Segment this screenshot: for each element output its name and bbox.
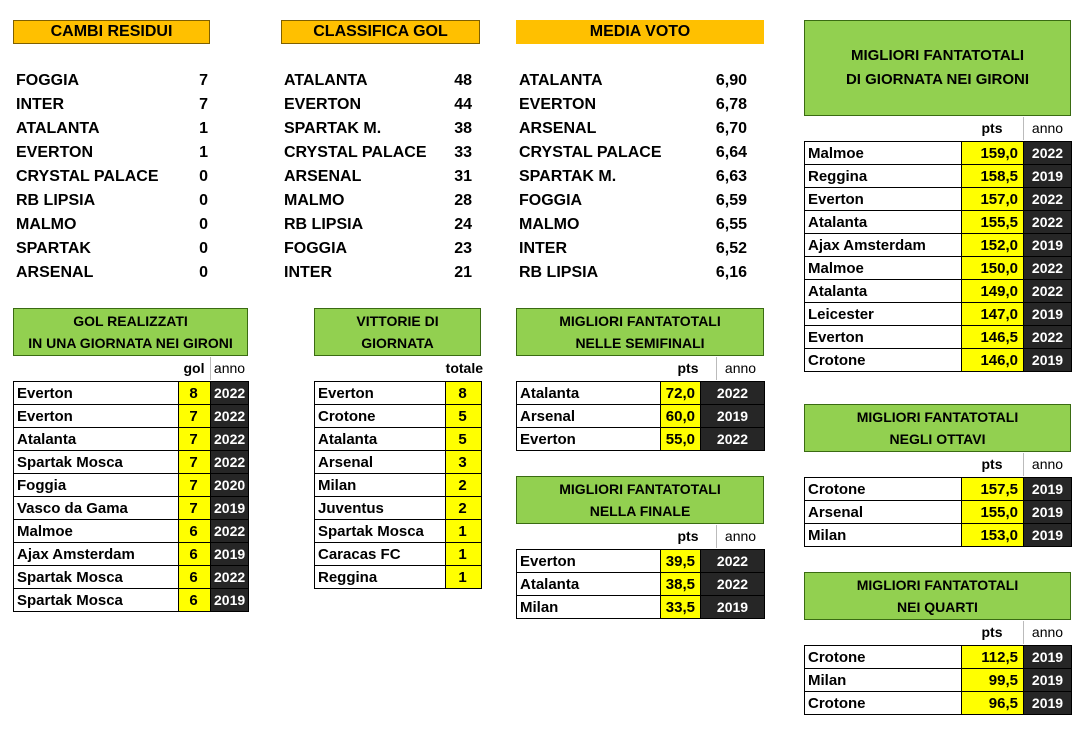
vittorie-subheader bbox=[314, 357, 481, 380]
quarti-year: 2019 bbox=[1024, 669, 1072, 692]
gol_realizzati-value: 6 bbox=[179, 566, 211, 589]
ottavi-col-year: anno bbox=[1023, 453, 1071, 476]
quarti-title-line1: MIGLIORI FANTATOTALI bbox=[856, 577, 1019, 593]
media-value: 6,70 bbox=[715, 120, 747, 137]
quarti-team-name: Crotone bbox=[805, 692, 962, 715]
gironi-year: 2022 bbox=[1024, 257, 1072, 280]
ottavi-value: 153,0 bbox=[962, 524, 1024, 547]
semifinali-table-row bbox=[517, 405, 765, 428]
cambi-value: 1 bbox=[199, 144, 208, 161]
cambi-row bbox=[16, 261, 208, 285]
gironi-team-name: Everton bbox=[805, 326, 962, 349]
ottavi-year: 2019 bbox=[1024, 501, 1072, 524]
gironi-table-row bbox=[805, 349, 1072, 372]
gironi-value: 149,0 bbox=[962, 280, 1024, 303]
gironi-year: 2019 bbox=[1024, 303, 1072, 326]
ottavi-value: 157,5 bbox=[962, 478, 1024, 501]
cambi-team-name: INTER bbox=[16, 96, 64, 113]
gol_realizzati-team-name: Vasco da Gama bbox=[14, 497, 179, 520]
semifinali-col-value: pts bbox=[677, 360, 699, 376]
gol_realizzati-value: 7 bbox=[179, 474, 211, 497]
classifica-row bbox=[284, 189, 472, 213]
semifinali-value: 55,0 bbox=[661, 428, 701, 451]
media-row bbox=[519, 237, 747, 261]
cambi-row bbox=[16, 69, 208, 93]
gol_realizzati-table-row bbox=[14, 382, 249, 405]
vittorie-table-row bbox=[315, 405, 482, 428]
vittorie-value: 1 bbox=[446, 543, 482, 566]
semifinali-header bbox=[516, 308, 764, 356]
quarti-value: 96,5 bbox=[962, 692, 1024, 715]
gironi-team-name: Malmoe bbox=[805, 257, 962, 280]
gironi-year: 2019 bbox=[1024, 165, 1072, 188]
cambi-team-name: ATALANTA bbox=[16, 120, 100, 137]
classifica-list bbox=[284, 69, 472, 285]
media-value: 6,55 bbox=[715, 216, 747, 233]
gol_realizzati-year: 2020 bbox=[211, 474, 249, 497]
gironi-table-row bbox=[805, 165, 1072, 188]
cambi-value: 0 bbox=[199, 192, 208, 209]
media-team-name: CRYSTAL PALACE bbox=[519, 144, 662, 161]
quarti-team-name: Crotone bbox=[805, 646, 962, 669]
media-team-name: MALMO bbox=[519, 216, 580, 233]
vittorie-table-row bbox=[315, 382, 482, 405]
media-value: 6,78 bbox=[715, 96, 747, 113]
gol_realizzati-year: 2022 bbox=[211, 451, 249, 474]
gironi-value: 155,5 bbox=[962, 211, 1024, 234]
vittorie-table-row bbox=[315, 520, 482, 543]
classifica-row bbox=[284, 117, 472, 141]
ottavi-col-value: pts bbox=[981, 456, 1003, 472]
media-value: 6,52 bbox=[715, 240, 747, 257]
vittorie-team-name: Everton bbox=[315, 382, 446, 405]
gironi-value: 146,5 bbox=[962, 326, 1024, 349]
ottavi-year: 2019 bbox=[1024, 524, 1072, 547]
classifica-team-name: SPARTAK M. bbox=[284, 120, 382, 137]
gironi-year: 2022 bbox=[1024, 142, 1072, 165]
gironi-col-year: anno bbox=[1023, 117, 1071, 140]
gironi-value: 157,0 bbox=[962, 188, 1024, 211]
semifinali-subheader bbox=[516, 357, 764, 380]
vittorie-value: 2 bbox=[446, 497, 482, 520]
gironi-value: 147,0 bbox=[962, 303, 1024, 326]
gironi-table bbox=[804, 141, 1072, 372]
finale-value: 38,5 bbox=[661, 573, 701, 596]
gol_realizzati-year: 2022 bbox=[211, 428, 249, 451]
ottavi-header bbox=[804, 404, 1071, 452]
vittorie-value: 5 bbox=[446, 405, 482, 428]
gol_realizzati-value: 7 bbox=[179, 428, 211, 451]
classifica-value: 28 bbox=[454, 192, 472, 209]
semifinali-title-line1: MIGLIORI FANTATOTALI bbox=[559, 313, 721, 329]
media-row bbox=[519, 117, 747, 141]
cambi-value: 7 bbox=[199, 96, 208, 113]
gol_realizzati-value: 7 bbox=[179, 451, 211, 474]
gironi-team-name: Crotone bbox=[805, 349, 962, 372]
media-team-name: FOGGIA bbox=[519, 192, 583, 209]
cambi-row bbox=[16, 213, 208, 237]
gironi-team-name: Atalanta bbox=[805, 211, 962, 234]
quarti-title-line2: NEI QUARTI bbox=[897, 599, 978, 615]
semifinali-year: 2022 bbox=[701, 428, 765, 451]
media-row bbox=[519, 141, 747, 165]
semifinali-title-line2: NELLE SEMIFINALI bbox=[575, 335, 705, 351]
gol_realizzati-table-row bbox=[14, 497, 249, 520]
media-header bbox=[516, 20, 764, 44]
vittorie-title-line2: GIORNATA bbox=[361, 335, 434, 351]
vittorie-table-row bbox=[315, 451, 482, 474]
media-team-name: EVERTON bbox=[519, 96, 597, 113]
classifica-value: 44 bbox=[454, 96, 472, 113]
vittorie-header bbox=[314, 308, 481, 356]
media-row bbox=[519, 165, 747, 189]
quarti-year: 2019 bbox=[1024, 692, 1072, 715]
vittorie-value: 5 bbox=[446, 428, 482, 451]
classifica-value: 48 bbox=[454, 72, 472, 89]
gol_realizzati-table-row bbox=[14, 566, 249, 589]
gol_realizzati-team-name: Foggia bbox=[14, 474, 179, 497]
quarti-header bbox=[804, 572, 1071, 620]
classifica-team-name: ATALANTA bbox=[284, 72, 368, 89]
gol_realizzati-year: 2022 bbox=[211, 566, 249, 589]
quarti-team-name: Milan bbox=[805, 669, 962, 692]
semifinali-year: 2022 bbox=[701, 382, 765, 405]
gol_realizzati-table-row bbox=[14, 520, 249, 543]
quarti-col-year: anno bbox=[1023, 621, 1071, 644]
gol_realizzati-table-row bbox=[14, 589, 249, 612]
finale-table-row bbox=[517, 596, 765, 619]
cambi-list bbox=[16, 69, 208, 285]
gol_realizzati-year: 2022 bbox=[211, 520, 249, 543]
gol_realizzati-table-row bbox=[14, 543, 249, 566]
classifica-value: 33 bbox=[454, 144, 472, 161]
cambi-row bbox=[16, 237, 208, 261]
gironi-year: 2022 bbox=[1024, 326, 1072, 349]
cambi-row bbox=[16, 93, 208, 117]
finale-table bbox=[516, 549, 765, 619]
gironi-value: 158,5 bbox=[962, 165, 1024, 188]
gol_realizzati-value: 6 bbox=[179, 520, 211, 543]
cambi-team-name: ARSENAL bbox=[16, 264, 94, 281]
media-title: MEDIA VOTO bbox=[589, 23, 691, 40]
gol-realizzati-table bbox=[13, 381, 249, 612]
media-row bbox=[519, 213, 747, 237]
cambi-team-name: MALMO bbox=[16, 216, 77, 233]
vittorie-table-row bbox=[315, 428, 482, 451]
cambi-title: CAMBI RESIDUI bbox=[50, 23, 173, 40]
media-value: 6,63 bbox=[715, 168, 747, 185]
classifica-team-name: CRYSTAL PALACE bbox=[284, 144, 427, 161]
finale-col-year: anno bbox=[716, 525, 764, 548]
classifica-team-name: MALMO bbox=[284, 192, 345, 209]
quarti-subheader bbox=[804, 621, 1071, 644]
gol_realizzati-team-name: Ajax Amsterdam bbox=[14, 543, 179, 566]
finale-title-line1: MIGLIORI FANTATOTALI bbox=[559, 481, 721, 497]
cambi-value: 1 bbox=[199, 120, 208, 137]
classifica-team-name: INTER bbox=[284, 264, 332, 281]
gol_realizzati-value: 6 bbox=[179, 589, 211, 612]
classifica-value: 23 bbox=[454, 240, 472, 257]
gironi-table-row bbox=[805, 257, 1072, 280]
gironi-table-row bbox=[805, 142, 1072, 165]
cambi-value: 0 bbox=[199, 264, 208, 281]
finale-team-name: Atalanta bbox=[517, 573, 661, 596]
gol_realizzati-table-row bbox=[14, 428, 249, 451]
classifica-row bbox=[284, 261, 472, 285]
gol_realizzati-team-name: Atalanta bbox=[14, 428, 179, 451]
quarti-table-row bbox=[805, 646, 1072, 669]
gironi-table-row bbox=[805, 326, 1072, 349]
ottavi-team-name: Arsenal bbox=[805, 501, 962, 524]
cambi-row bbox=[16, 165, 208, 189]
gironi-year: 2022 bbox=[1024, 188, 1072, 211]
semifinali-value: 60,0 bbox=[661, 405, 701, 428]
gironi-team-name: Leicester bbox=[805, 303, 962, 326]
media-row bbox=[519, 189, 747, 213]
gironi-value: 152,0 bbox=[962, 234, 1024, 257]
cambi-row bbox=[16, 189, 208, 213]
classifica-team-name: RB LIPSIA bbox=[284, 216, 364, 233]
finale-subheader bbox=[516, 525, 764, 548]
finale-year: 2022 bbox=[701, 550, 765, 573]
semifinali-year: 2019 bbox=[701, 405, 765, 428]
quarti-value: 99,5 bbox=[962, 669, 1024, 692]
cambi-team-name: SPARTAK bbox=[16, 240, 91, 257]
gol_realizzati-year: 2019 bbox=[211, 497, 249, 520]
vittorie-table-row bbox=[315, 543, 482, 566]
gol_realizzati-team-name: Malmoe bbox=[14, 520, 179, 543]
media-row bbox=[519, 69, 747, 93]
gironi-team-name: Ajax Amsterdam bbox=[805, 234, 962, 257]
gironi-year: 2022 bbox=[1024, 211, 1072, 234]
media-value: 6,90 bbox=[715, 72, 747, 89]
cambi-team-name: EVERTON bbox=[16, 144, 94, 161]
finale-table-row bbox=[517, 550, 765, 573]
gol_realizzati-value: 6 bbox=[179, 543, 211, 566]
gironi-table-row bbox=[805, 280, 1072, 303]
ottavi-table-row bbox=[805, 524, 1072, 547]
classifica-row bbox=[284, 165, 472, 189]
media-row bbox=[519, 93, 747, 117]
cambi-row bbox=[16, 141, 208, 165]
vittorie-team-name: Caracas FC bbox=[315, 543, 446, 566]
finale-col-value: pts bbox=[677, 528, 699, 544]
gironi-table-row bbox=[805, 188, 1072, 211]
ottavi-subheader bbox=[804, 453, 1071, 476]
quarti-table bbox=[804, 645, 1072, 715]
ottavi-title-line1: MIGLIORI FANTATOTALI bbox=[856, 409, 1019, 425]
gol-realizzati-subheader bbox=[13, 357, 248, 380]
finale-title-line2: NELLA FINALE bbox=[589, 503, 691, 519]
gol_realizzati-team-name: Everton bbox=[14, 405, 179, 428]
gironi-team-name: Malmoe bbox=[805, 142, 962, 165]
vittorie-col-value: totale bbox=[445, 360, 483, 376]
ottavi-table bbox=[804, 477, 1072, 547]
quarti-value: 112,5 bbox=[962, 646, 1024, 669]
classifica-team-name: EVERTON bbox=[284, 96, 362, 113]
gironi-header bbox=[804, 20, 1071, 116]
gol_realizzati-table-row bbox=[14, 474, 249, 497]
gironi-title-line2: DI GIORNATA NEI GIRONI bbox=[845, 71, 1030, 88]
classifica-team-name: ARSENAL bbox=[284, 168, 362, 185]
gironi-year: 2019 bbox=[1024, 234, 1072, 257]
cambi-team-name: FOGGIA bbox=[16, 72, 80, 89]
vittorie-table bbox=[314, 381, 482, 589]
semifinali-team-name: Atalanta bbox=[517, 382, 661, 405]
gol_realizzati-year: 2022 bbox=[211, 405, 249, 428]
vittorie-value: 2 bbox=[446, 474, 482, 497]
vittorie-team-name: Arsenal bbox=[315, 451, 446, 474]
media-team-name: SPARTAK M. bbox=[519, 168, 617, 185]
media-row bbox=[519, 261, 747, 285]
vittorie-team-name: Reggina bbox=[315, 566, 446, 589]
gironi-value: 159,0 bbox=[962, 142, 1024, 165]
ottavi-team-name: Crotone bbox=[805, 478, 962, 501]
cambi-header bbox=[13, 20, 210, 44]
quarti-col-value: pts bbox=[981, 624, 1003, 640]
finale-team-name: Everton bbox=[517, 550, 661, 573]
classifica-row bbox=[284, 93, 472, 117]
cambi-value: 7 bbox=[199, 72, 208, 89]
gironi-table-row bbox=[805, 303, 1072, 326]
finale-year: 2022 bbox=[701, 573, 765, 596]
gol_realizzati-team-name: Spartak Mosca bbox=[14, 566, 179, 589]
gironi-team-name: Atalanta bbox=[805, 280, 962, 303]
vittorie-table-row bbox=[315, 474, 482, 497]
quarti-table-row bbox=[805, 669, 1072, 692]
gol_realizzati-year: 2019 bbox=[211, 543, 249, 566]
ottavi-table-row bbox=[805, 501, 1072, 524]
quarti-table-row bbox=[805, 692, 1072, 715]
gol-realizzati-col-value: gol bbox=[183, 360, 205, 376]
gol_realizzati-table-row bbox=[14, 451, 249, 474]
gironi-value: 146,0 bbox=[962, 349, 1024, 372]
finale-value: 39,5 bbox=[661, 550, 701, 573]
media-value: 6,59 bbox=[715, 192, 747, 209]
gironi-team-name: Everton bbox=[805, 188, 962, 211]
media-team-name: INTER bbox=[519, 240, 567, 257]
gironi-subheader bbox=[804, 117, 1071, 140]
classifica-row bbox=[284, 237, 472, 261]
vittorie-value: 8 bbox=[446, 382, 482, 405]
vittorie-team-name: Spartak Mosca bbox=[315, 520, 446, 543]
classifica-value: 38 bbox=[454, 120, 472, 137]
cambi-team-name: CRYSTAL PALACE bbox=[16, 168, 159, 185]
classifica-row bbox=[284, 69, 472, 93]
classifica-value: 31 bbox=[454, 168, 472, 185]
gol_realizzati-team-name: Everton bbox=[14, 382, 179, 405]
classifica-value: 21 bbox=[454, 264, 472, 281]
gol-realizzati-col-year: anno bbox=[210, 357, 248, 380]
media-team-name: ARSENAL bbox=[519, 120, 597, 137]
gol_realizzati-value: 7 bbox=[179, 405, 211, 428]
gol_realizzati-table-row bbox=[14, 405, 249, 428]
media-team-name: RB LIPSIA bbox=[519, 264, 599, 281]
media-value: 6,64 bbox=[715, 144, 747, 161]
finale-header bbox=[516, 476, 764, 524]
cambi-value: 0 bbox=[199, 240, 208, 257]
gol_realizzati-value: 7 bbox=[179, 497, 211, 520]
vittorie-title-line1: VITTORIE DI bbox=[356, 313, 439, 329]
media-team-name: ATALANTA bbox=[519, 72, 603, 89]
vittorie-value: 3 bbox=[446, 451, 482, 474]
classifica-title: CLASSIFICA GOL bbox=[313, 23, 448, 40]
finale-team-name: Milan bbox=[517, 596, 661, 619]
cambi-team-name: RB LIPSIA bbox=[16, 192, 96, 209]
cambi-row bbox=[16, 117, 208, 141]
classifica-value: 24 bbox=[454, 216, 472, 233]
gol_realizzati-team-name: Spartak Mosca bbox=[14, 589, 179, 612]
classifica-row bbox=[284, 213, 472, 237]
vittorie-value: 1 bbox=[446, 566, 482, 589]
ottavi-table-row bbox=[805, 478, 1072, 501]
gironi-table-row bbox=[805, 211, 1072, 234]
gironi-team-name: Reggina bbox=[805, 165, 962, 188]
ottavi-year: 2019 bbox=[1024, 478, 1072, 501]
gol_realizzati-value: 8 bbox=[179, 382, 211, 405]
classifica-row bbox=[284, 141, 472, 165]
media-list bbox=[519, 69, 747, 285]
classifica-team-name: FOGGIA bbox=[284, 240, 348, 257]
classifica-header bbox=[281, 20, 480, 44]
semifinali-table bbox=[516, 381, 765, 451]
gironi-year: 2022 bbox=[1024, 280, 1072, 303]
ottavi-value: 155,0 bbox=[962, 501, 1024, 524]
media-value: 6,16 bbox=[715, 264, 747, 281]
semifinali-team-name: Everton bbox=[517, 428, 661, 451]
vittorie-team-name: Milan bbox=[315, 474, 446, 497]
finale-table-row bbox=[517, 573, 765, 596]
gironi-year: 2019 bbox=[1024, 349, 1072, 372]
gol-realizzati-title-line1: GOL REALIZZATI bbox=[73, 313, 188, 329]
semifinali-table-row bbox=[517, 382, 765, 405]
finale-year: 2019 bbox=[701, 596, 765, 619]
gironi-value: 150,0 bbox=[962, 257, 1024, 280]
vittorie-table-row bbox=[315, 497, 482, 520]
vittorie-value: 1 bbox=[446, 520, 482, 543]
gol-realizzati-title-line2: IN UNA GIORNATA NEI GIRONI bbox=[28, 335, 233, 351]
semifinali-col-year: anno bbox=[716, 357, 764, 380]
gol-realizzati-header bbox=[13, 308, 248, 356]
finale-value: 33,5 bbox=[661, 596, 701, 619]
cambi-value: 0 bbox=[199, 168, 208, 185]
vittorie-table-row bbox=[315, 566, 482, 589]
vittorie-team-name: Juventus bbox=[315, 497, 446, 520]
gironi-title-line1: MIGLIORI FANTATOTALI bbox=[850, 47, 1025, 64]
quarti-year: 2019 bbox=[1024, 646, 1072, 669]
semifinali-team-name: Arsenal bbox=[517, 405, 661, 428]
gol_realizzati-year: 2022 bbox=[211, 382, 249, 405]
ottavi-title-line2: NEGLI OTTAVI bbox=[889, 431, 986, 447]
vittorie-team-name: Atalanta bbox=[315, 428, 446, 451]
semifinali-value: 72,0 bbox=[661, 382, 701, 405]
gironi-table-row bbox=[805, 234, 1072, 257]
gironi-col-value: pts bbox=[981, 120, 1003, 136]
gol_realizzati-year: 2019 bbox=[211, 589, 249, 612]
cambi-value: 0 bbox=[199, 216, 208, 233]
semifinali-table-row bbox=[517, 428, 765, 451]
vittorie-team-name: Crotone bbox=[315, 405, 446, 428]
ottavi-team-name: Milan bbox=[805, 524, 962, 547]
gol_realizzati-team-name: Spartak Mosca bbox=[14, 451, 179, 474]
